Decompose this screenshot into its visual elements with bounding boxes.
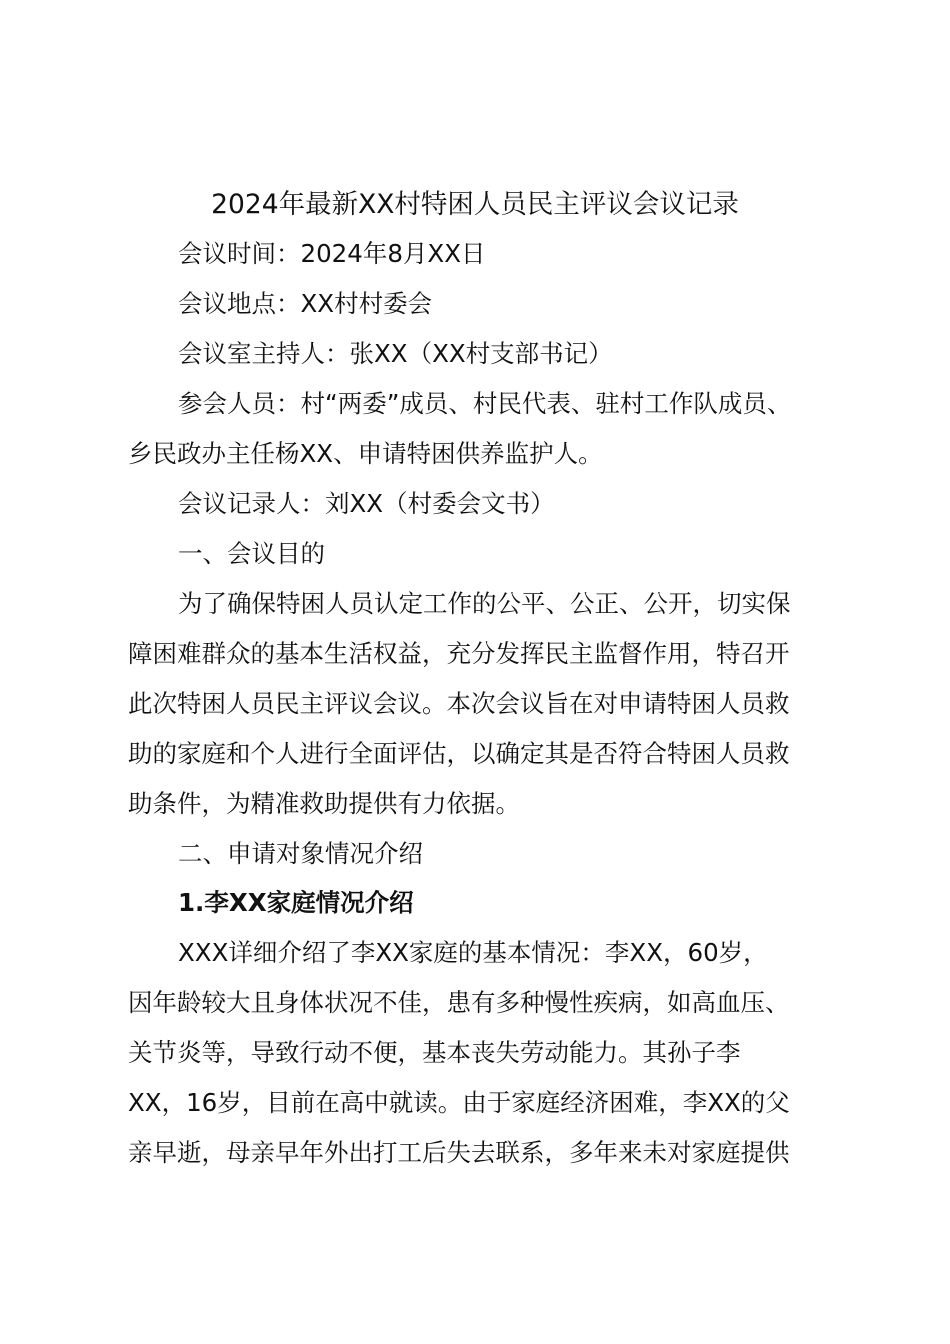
meeting-recorder: 会议记录人：刘XX（村委会文书） bbox=[178, 489, 555, 518]
meeting-place: 会议地点：XX村村委会 bbox=[178, 289, 433, 318]
purpose-paragraph-line: 助条件，为精准救助提供有力依据。 bbox=[128, 789, 520, 818]
section-heading-applicants: 二、申请对象情况介绍 bbox=[178, 839, 423, 868]
li-family-paragraph-line: 关节炎等，导致行动不便，基本丧失劳动能力。其孙子李 bbox=[128, 1038, 741, 1067]
li-family-paragraph-line: XXX详细介绍了李XX家庭的基本情况：李XX，60岁， bbox=[178, 938, 768, 967]
purpose-paragraph-line: 为了确保特困人员认定工作的公平、公正、公开，切实保 bbox=[178, 589, 791, 618]
li-family-paragraph-line: 亲早逝，母亲早年外出打工后失去联系，多年来未对家庭提供 bbox=[128, 1138, 790, 1167]
section-heading-purpose: 一、会议目的 bbox=[178, 539, 325, 568]
purpose-paragraph-line: 此次特困人员民主评议会议。本次会议旨在对申请特困人员救 bbox=[128, 689, 790, 718]
attendees-line-1: 参会人员：村“两委”成员、村民代表、驻村工作队成员、 bbox=[178, 389, 792, 418]
li-family-paragraph-line: XX，16岁，目前在高中就读。由于家庭经济困难，李XX的父 bbox=[128, 1088, 790, 1117]
purpose-paragraph-line: 障困难群众的基本生活权益，充分发挥民主监督作用，特召开 bbox=[128, 639, 790, 668]
meeting-host: 会议室主持人：张XX（XX村支部书记） bbox=[178, 339, 613, 368]
purpose-paragraph-line: 助的家庭和个人进行全面评估，以确定其是否符合特困人员救 bbox=[128, 739, 790, 768]
li-family-paragraph-line: 因年龄较大且身体状况不佳，患有多种慢性疾病，如高血压、 bbox=[128, 988, 790, 1017]
document-title: 2024年最新XX村特困人员民主评议会议记录 bbox=[211, 189, 739, 220]
attendees-line-2: 乡民政办主任杨XX、申请特困供养监护人。 bbox=[128, 439, 603, 468]
subsection-heading-li-family: 1.李XX家庭情况介绍 bbox=[178, 888, 414, 917]
meeting-time: 会议时间：2024年8月XX日 bbox=[178, 239, 486, 268]
